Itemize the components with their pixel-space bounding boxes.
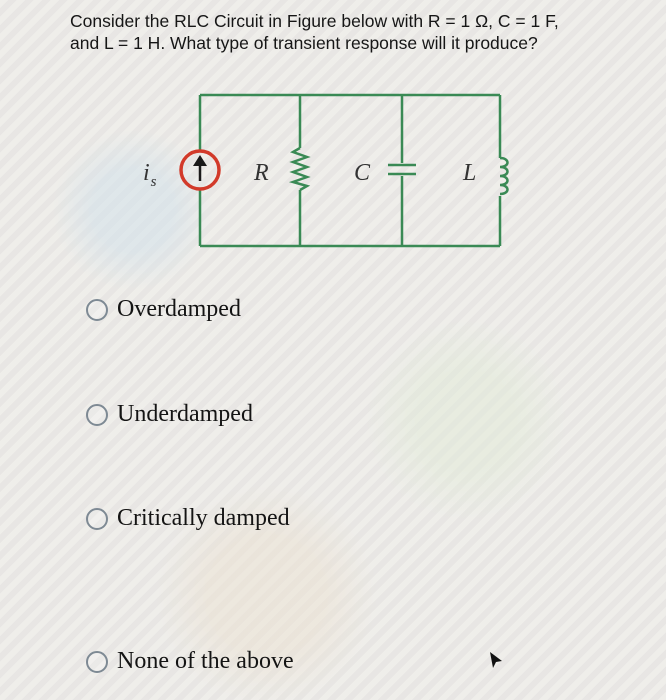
resistor-icon [293,148,307,190]
inductor-icon [500,158,508,194]
radio-button-icon[interactable] [86,651,108,673]
question-line-2: and L = 1 H. What type of transient response will it produce? [70,33,538,53]
rlc-circuit-diagram [0,0,666,300]
option-label: Underdamped [117,401,253,427]
radio-button-icon[interactable] [86,404,108,426]
radio-button-icon[interactable] [86,508,108,530]
option-label: None of the above [117,648,294,674]
current-source-icon [181,151,219,189]
capacitor-icon [388,165,416,174]
option-critically-damped[interactable] [86,505,290,532]
circuit-wires [200,95,500,246]
option-label: Overdamped [117,296,241,322]
radio-button-icon[interactable] [86,299,108,321]
inductor-label: L [463,160,477,186]
option-overdamped[interactable] [86,296,241,323]
mouse-cursor-icon [480,644,510,674]
resistor-label: R [254,160,269,186]
option-label: Critically damped [117,505,290,531]
option-underdamped[interactable] [86,401,253,428]
option-none-of-the-above[interactable] [86,648,294,675]
capacitor-label: C [354,160,371,186]
source-label: $i_s$ [143,160,157,190]
question-line-1: Consider the RLC Circuit in Figure below with R = 1 Ω, C = 1 F, [70,11,559,31]
